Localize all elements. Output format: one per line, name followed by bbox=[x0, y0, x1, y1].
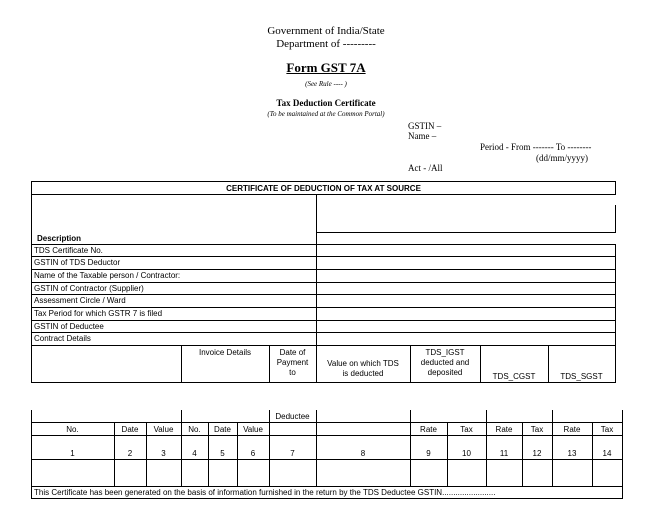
tds-cgst-header: TDS_CGST bbox=[492, 372, 536, 381]
table-line bbox=[31, 459, 623, 460]
table-col bbox=[410, 410, 411, 486]
col-header: Value bbox=[243, 425, 263, 434]
department-line: Department of --------- bbox=[276, 38, 376, 50]
box-line bbox=[31, 320, 616, 321]
col-header: Rate bbox=[563, 425, 581, 434]
table-line bbox=[31, 435, 623, 436]
box-right-border bbox=[615, 205, 616, 232]
box-line bbox=[31, 294, 616, 295]
header-line: to bbox=[289, 368, 296, 377]
col-number: 12 bbox=[532, 449, 542, 458]
box-left-border bbox=[31, 181, 32, 382]
invoice-details-header: Invoice Details bbox=[198, 348, 252, 357]
header-line: Payment bbox=[276, 358, 309, 367]
box-bottom-border bbox=[31, 382, 616, 383]
box-title-border bbox=[31, 194, 616, 195]
table-right-border bbox=[622, 410, 623, 498]
col-number: 9 bbox=[426, 449, 431, 458]
row-label: Tax Period for which GSTR 7 is filed bbox=[34, 309, 163, 318]
maintained-note: (To be maintained at the Common Portal) bbox=[267, 110, 385, 118]
col-number: 1 bbox=[70, 449, 75, 458]
col-header: Tax bbox=[600, 425, 614, 434]
certificate-heading: CERTIFICATE OF DEDUCTION OF TAX AT SOURCE bbox=[226, 184, 421, 193]
table-line bbox=[31, 422, 623, 423]
header-line: Date of bbox=[279, 348, 306, 357]
row-label: Name of the Taxable person / Contractor: bbox=[34, 271, 181, 280]
certificate-title: Tax Deduction Certificate bbox=[276, 98, 376, 108]
col-number: 13 bbox=[567, 449, 577, 458]
period-label: Period - From ------- To -------- bbox=[480, 142, 592, 152]
tds-sgst-header: TDS_SGST bbox=[560, 372, 603, 381]
name-label: Name – bbox=[408, 131, 437, 141]
row-label: Contract Details bbox=[34, 334, 91, 343]
box-line bbox=[31, 256, 616, 257]
box-line bbox=[31, 307, 616, 308]
row-label: GSTIN of Contractor (Supplier) bbox=[34, 284, 144, 293]
box-right-border bbox=[615, 244, 616, 382]
col-number: 2 bbox=[127, 449, 133, 458]
header-line: deposited bbox=[427, 368, 463, 377]
table-col bbox=[316, 410, 317, 486]
date-format: (dd/mm/yyyy) bbox=[536, 153, 588, 163]
col-number: 11 bbox=[499, 449, 509, 458]
box-middle-divider bbox=[316, 194, 317, 345]
box-line bbox=[316, 232, 616, 233]
col-header: Tax bbox=[460, 425, 473, 434]
description-label: Description bbox=[37, 234, 82, 243]
col-number: 7 bbox=[290, 449, 295, 458]
table-line bbox=[31, 486, 623, 487]
col-number: 14 bbox=[602, 449, 612, 458]
col-header: No. bbox=[188, 425, 201, 434]
col-header: Value bbox=[153, 425, 174, 434]
table-bottom-border bbox=[31, 498, 623, 499]
col-number: 3 bbox=[161, 449, 166, 458]
see-rule: (See Rule ---- ) bbox=[305, 80, 347, 88]
header-line: is deducted bbox=[342, 369, 384, 378]
row-label: Assessment Circle / Ward bbox=[34, 296, 126, 305]
col-number: 10 bbox=[462, 449, 471, 458]
gstin-label: GSTIN – bbox=[408, 121, 442, 131]
deductee-header: Deductee bbox=[275, 412, 310, 421]
col-header: Date bbox=[214, 425, 231, 434]
box-line bbox=[31, 282, 616, 283]
header-line: Value on which TDS bbox=[327, 359, 399, 368]
government-line: Government of India/State bbox=[267, 25, 385, 37]
table-col bbox=[269, 410, 270, 486]
box-top-border bbox=[31, 181, 616, 182]
footer-note: This Certificate has been generated on the basis of information furnished in the return by the TDS Deductee GSTIN........................ bbox=[34, 488, 496, 497]
col-number: 6 bbox=[250, 449, 256, 458]
row-label: GSTIN of Deductee bbox=[34, 322, 104, 331]
tds-igst-header bbox=[410, 348, 480, 378]
table-col bbox=[486, 410, 487, 486]
row-label: GSTIN of TDS Deductor bbox=[34, 258, 121, 267]
col-number: 5 bbox=[220, 449, 225, 458]
row-label: TDS Certificate No. bbox=[34, 246, 103, 255]
header-line: TDS_IGST bbox=[425, 348, 465, 357]
col-number: 4 bbox=[192, 449, 197, 458]
box-line bbox=[31, 345, 616, 346]
form-title: Form GST 7A bbox=[286, 60, 366, 75]
box-line bbox=[31, 244, 616, 245]
col-header: Rate bbox=[420, 425, 437, 434]
header-line: deducted and bbox=[420, 358, 470, 367]
box-line bbox=[31, 269, 616, 270]
box-line bbox=[31, 332, 616, 333]
table-col bbox=[181, 410, 182, 486]
act-label: Act - /All bbox=[408, 163, 443, 173]
col-header: Date bbox=[121, 425, 139, 434]
value-tds-header bbox=[316, 359, 410, 379]
table-col bbox=[552, 410, 553, 486]
col-number: 8 bbox=[360, 449, 366, 458]
col-header: Rate bbox=[495, 425, 513, 434]
date-of-payment-header bbox=[269, 348, 316, 378]
col-header: No. bbox=[66, 425, 79, 434]
col-header: Tax bbox=[530, 425, 544, 434]
